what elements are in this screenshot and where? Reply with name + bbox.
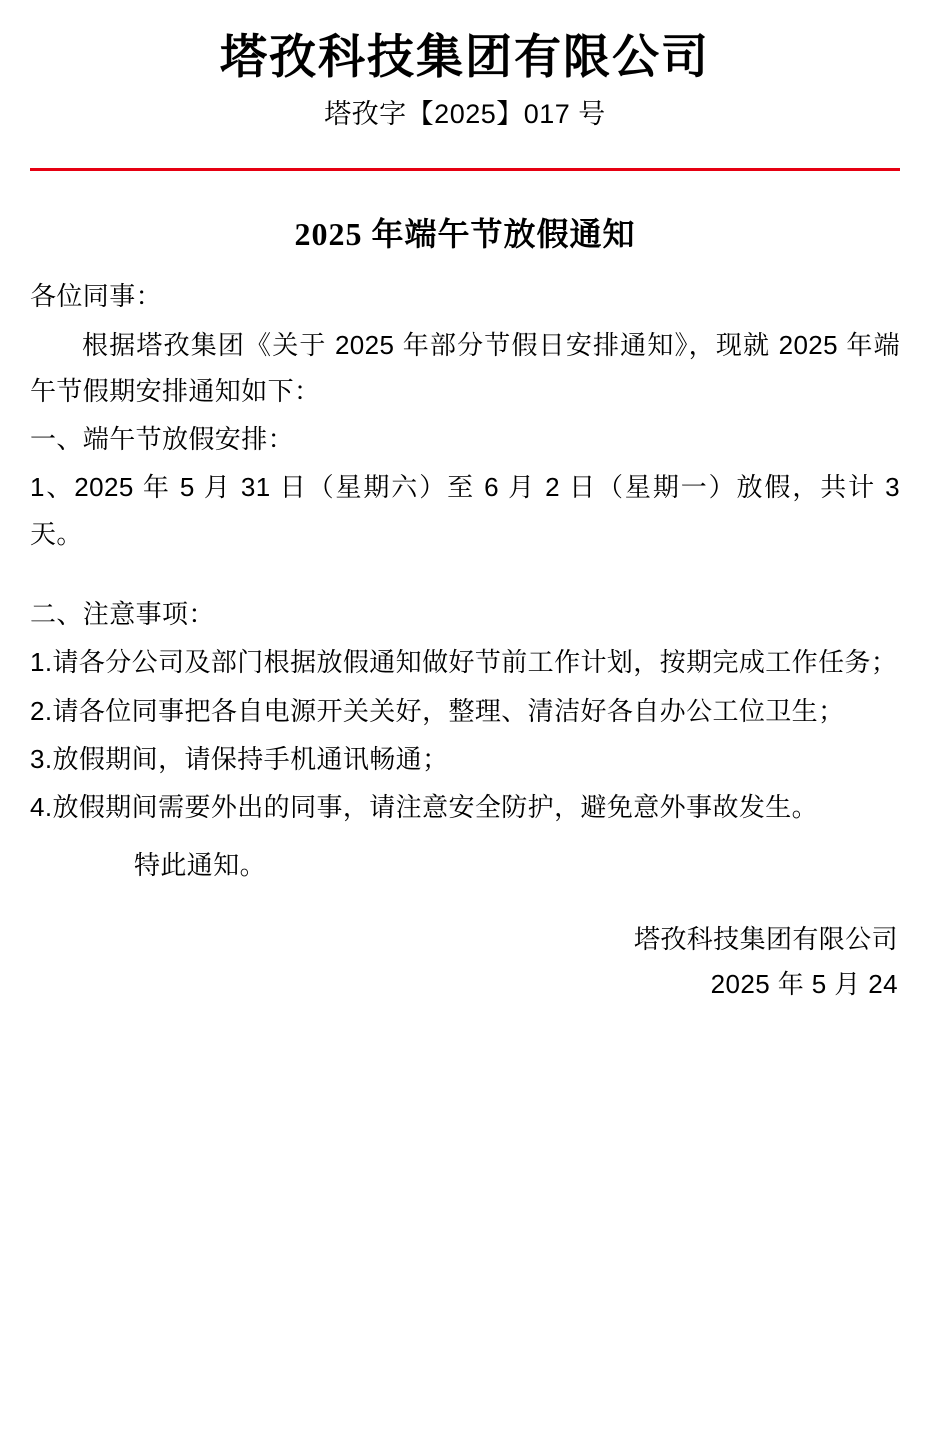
signature-date: 2025 年 5 月 24 bbox=[710, 969, 898, 1000]
page-title: 2025 年端午节放假通知 bbox=[294, 216, 636, 253]
section-heading-holiday-arrangement: 一、端午节放假安排： bbox=[30, 424, 295, 455]
body-paragraph-note-4: 4.放假期间需要外出的同事，请注意安全防护，避免意外事故发生。 bbox=[30, 792, 819, 823]
red-divider-rule bbox=[30, 168, 900, 171]
document-number: 塔孜字【2025】017 号 bbox=[324, 99, 606, 130]
document-body bbox=[30, 273, 900, 888]
signature-block bbox=[30, 917, 900, 1008]
body-paragraph-note-1: 1.请各分公司及部门根据放假通知做好节前工作计划，按期完成工作任务； bbox=[30, 647, 898, 678]
body-paragraph-intro: 根据塔孜集团《关于 2025 年部分节假日安排通知》，现就 2025 年端午节假期安排通知如下： bbox=[30, 329, 900, 406]
section-heading-notes: 二、注意事项： bbox=[30, 599, 215, 630]
salutation: 各位同事： bbox=[30, 281, 163, 312]
closing-statement: 特此通知。 bbox=[134, 850, 267, 881]
body-paragraph-note-2: 2.请各位同事把各自电源开关关好，整理、清洁好各自办公工位卫生； bbox=[30, 695, 845, 726]
signature-organization: 塔孜科技集团有限公司 bbox=[633, 923, 898, 954]
body-paragraph-note-3: 3.放假期间，请保持手机通讯畅通； bbox=[30, 743, 449, 774]
body-paragraph-holiday-dates: 1、2025 年 5 月 31 日（星期六）至 6 月 2 日（星期一）放假，共计 3 天。 bbox=[30, 472, 900, 549]
organization-title: 塔孜科技集团有限公司 bbox=[220, 32, 710, 84]
